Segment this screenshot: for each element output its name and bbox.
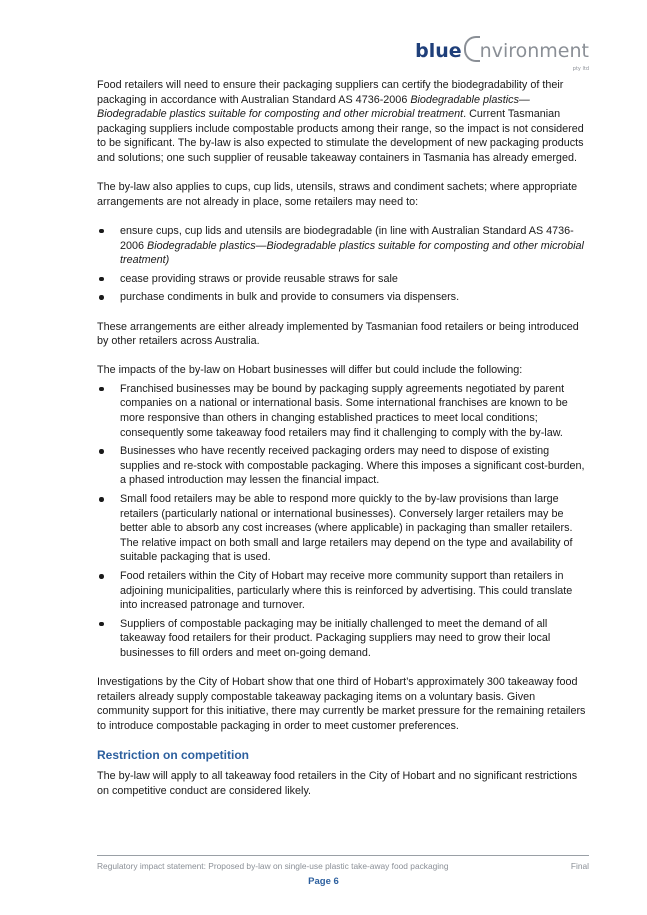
list-item: Food retailers within the City of Hobart may receive more community support than retailers in adjoining municipalities, particularly where this is reinforced by advertising. This could translate into increased patronage and turnover.: [97, 569, 589, 613]
business-impacts-list: [97, 382, 589, 661]
logo-ring-icon: [464, 36, 480, 62]
list-item: ensure cups, cup lids and utensils are biodegradable (in line with Australian Standard AS 4736-2006 Biodegradable plastics—Biodegradable plastics suitable for composting and other microbial treatment): [97, 224, 589, 268]
list-item: Small food retailers may be able to respond more quickly to the by-law provisions than large retailers (particularly national or international businesses). Conversely larger retailers may be better able to absorb any cost increases (where applicable) in packaging than smaller retailers. The relative impact on both small and large retailers may depend on the type and availability of suitable packaging that is used.: [97, 492, 589, 565]
footer-document-title: Regulatory impact statement: Proposed by-law on single-use plastic take-away food packaging: [97, 861, 449, 871]
logo-text-blue: blue: [415, 40, 462, 62]
retailer-actions-list: [97, 224, 589, 305]
list-item: Franchised businesses may be bound by packaging supply agreements negotiated by parent companies on a national or international basis. Some international franchises are known to be more responsive than others in changing established practices to meet local conditions; consequently some takeaway food retailers may find it challenging to comply with the by-law.: [97, 382, 589, 440]
list-item: cease providing straws or provide reusable straws for sale: [97, 272, 589, 287]
body-content: [97, 78, 589, 813]
list-item: purchase condiments in bulk and provide to consumers via dispensers.: [97, 290, 589, 305]
logo-text-environment: nvironment: [479, 40, 589, 62]
paragraph-by-law-scope: The by-law also applies to cups, cup lids, utensils, straws and condiment sachets; where appropriate arrangements are not already in place, some retailers may need to:: [97, 181, 578, 208]
list-item: Suppliers of compostable packaging may be initially challenged to meet the demand of all takeaway food retailers for their product. Packaging suppliers may need to grow their local businesses to fill orders and meet on-going demand.: [97, 617, 589, 661]
list-item: Businesses who have recently received packaging orders may need to dispose of existing supplies and re-stock with compostable packaging. Where this imposes a significant cost-burden, a phased introduction may lessen the financial impact.: [97, 444, 589, 488]
footer-divider: [97, 855, 589, 856]
paragraph-investigations: Investigations by the City of Hobart show that one third of Hobart’s approximately 300 takeaway food retailers already supply compostable takeaway packaging items on a voluntary basis. Given community support for this initiative, there may currently be market pressure for the remaining retailers to introduce compostable packaging in order to meet customer preferences.: [97, 676, 586, 732]
footer-status: Final: [570, 861, 589, 871]
logo-subtext: pty ltd: [572, 66, 589, 72]
paragraph-impacts-intro: The impacts of the by-law on Hobart businesses will differ but could include the following:: [97, 364, 523, 377]
section-heading: Restriction on competition: [97, 748, 250, 763]
company-logo: [415, 36, 589, 72]
paragraph-arrangements: These arrangements are either already implemented by Tasmanian food retailers or being introduced by other retailers across Australia.: [97, 320, 579, 348]
footer: [97, 861, 589, 871]
page-number: Page 6: [308, 876, 339, 887]
paragraph-competition: The by-law will apply to all takeaway food retailers in the City of Hobart and no significant restrictions on competitive conduct are considered likely.: [97, 770, 578, 797]
paragraph-packaging-certification: Food retailers will need to ensure their packaging suppliers can certify the biodegradability of their packaging in accordance with Australian Standard AS 4736-2006 Biodegradable plastics—Biodegradable plastics suitable for composting and other microbial treatment. Current Tasmanian packaging suppliers include compostable products among their range, so the impact is not considered to be significant. The by-law is also expected to stimulate the development of new packaging products and solutions; one such supplier of reusable takeaway containers in Tasmania has already emerged.: [97, 79, 584, 164]
